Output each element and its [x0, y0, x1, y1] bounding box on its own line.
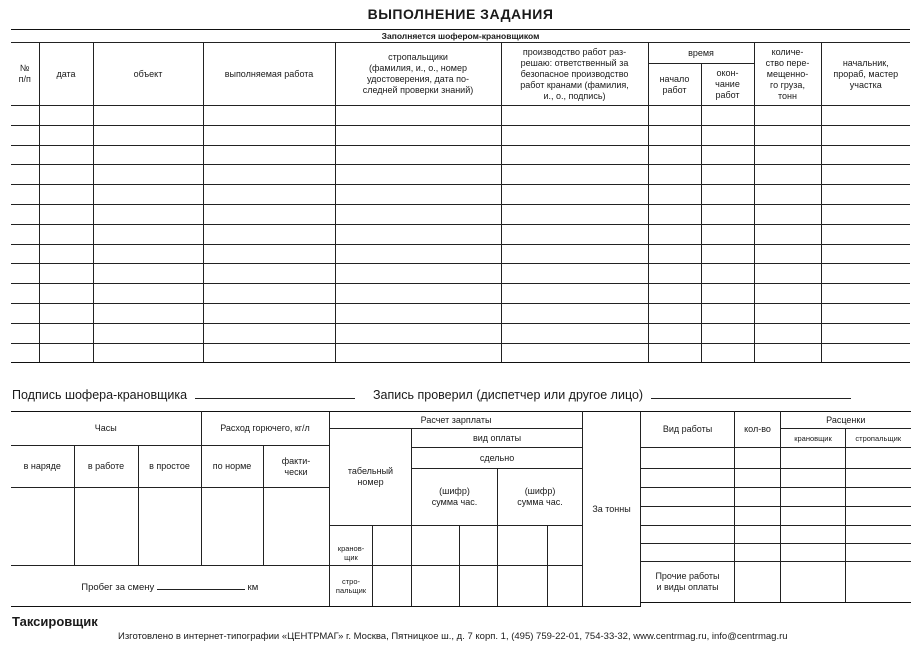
task-cell[interactable]: [203, 224, 335, 244]
task-cell[interactable]: [701, 323, 754, 343]
driver-signature-line[interactable]: [195, 386, 355, 399]
other-work-rate-slinger[interactable]: [846, 562, 911, 603]
task-cell[interactable]: [754, 204, 821, 224]
crane-sum-cell-1[interactable]: [460, 526, 498, 566]
in-order-cell[interactable]: [11, 488, 74, 566]
task-cell[interactable]: [701, 145, 754, 165]
task-cell[interactable]: [648, 244, 701, 264]
task-cell[interactable]: [335, 224, 501, 244]
task-cell[interactable]: [335, 204, 501, 224]
col-cargo-header: количе- ство пере- мещенно- го груза, тонн: [754, 43, 821, 106]
task-cell[interactable]: [93, 343, 203, 363]
task-cell[interactable]: [335, 264, 501, 284]
slinger-sum-cell-1[interactable]: [460, 566, 498, 607]
slinger-cipher-cell-1[interactable]: [412, 566, 460, 607]
pay-type-header: вид оплаты: [412, 429, 583, 448]
task-cell[interactable]: [648, 145, 701, 165]
task-cell[interactable]: [754, 244, 821, 264]
task-cell[interactable]: [11, 323, 39, 343]
rate-cell[interactable]: [641, 469, 735, 488]
in-order-header: в наряде: [11, 446, 74, 488]
slinger-cipher-cell-2[interactable]: [498, 566, 548, 607]
norm-header: по норме: [201, 446, 263, 488]
rate-cell[interactable]: [846, 448, 911, 469]
task-cell[interactable]: [11, 244, 39, 264]
task-cell[interactable]: [11, 165, 39, 185]
task-cell[interactable]: [754, 264, 821, 284]
task-cell[interactable]: [501, 125, 648, 145]
task-cell[interactable]: [501, 284, 648, 304]
task-cell[interactable]: [11, 284, 39, 304]
checked-signature-label: Запись проверил (диспетчер или другое лицо): [373, 388, 644, 402]
rate-cell[interactable]: [641, 526, 735, 544]
rates-header: Расценки: [781, 412, 911, 429]
task-cell[interactable]: [648, 264, 701, 284]
rate-cell[interactable]: [846, 526, 911, 544]
task-cell[interactable]: [11, 125, 39, 145]
task-row: [11, 165, 910, 185]
task-cell[interactable]: [648, 185, 701, 205]
task-cell[interactable]: [203, 204, 335, 224]
task-cell[interactable]: [335, 125, 501, 145]
other-work-quantity[interactable]: [735, 562, 781, 603]
col-num-header: № п/п: [11, 43, 39, 106]
crane-cipher-cell-1[interactable]: [412, 526, 460, 566]
checked-signature[interactable]: [373, 386, 851, 402]
task-cell[interactable]: [754, 185, 821, 205]
task-cell[interactable]: [335, 185, 501, 205]
task-row: [11, 125, 910, 145]
task-cell[interactable]: [754, 323, 821, 343]
driver-signature[interactable]: [12, 386, 355, 402]
cipher-sum-header-2: (шифр) сумма час.: [498, 469, 583, 526]
crane-cipher-cell-2[interactable]: [498, 526, 548, 566]
task-row: [11, 303, 910, 323]
task-cell[interactable]: [821, 185, 910, 205]
mileage-unit: км: [247, 581, 259, 593]
task-cell[interactable]: [501, 264, 648, 284]
task-row: [11, 323, 910, 343]
task-cell[interactable]: [648, 106, 701, 126]
rate-row: [641, 488, 911, 507]
task-cell[interactable]: [335, 106, 501, 126]
rate-row: [641, 507, 911, 526]
other-work-label: Прочие работы и виды оплаты: [641, 562, 735, 603]
task-cell[interactable]: [754, 224, 821, 244]
task-cell[interactable]: [93, 145, 203, 165]
task-row: [11, 204, 910, 224]
task-cell[interactable]: [701, 165, 754, 185]
task-cell[interactable]: [93, 125, 203, 145]
task-row: [11, 343, 910, 363]
rate-cell[interactable]: [781, 488, 846, 507]
task-cell[interactable]: [39, 264, 93, 284]
task-cell[interactable]: [701, 244, 754, 264]
task-cell[interactable]: [335, 284, 501, 304]
task-cell[interactable]: [701, 264, 754, 284]
task-row: [11, 185, 910, 205]
task-cell[interactable]: [754, 284, 821, 304]
task-cell[interactable]: [821, 264, 910, 284]
hours-fuel-table: [11, 411, 330, 607]
task-cell[interactable]: [203, 125, 335, 145]
task-cell[interactable]: [648, 125, 701, 145]
task-cell[interactable]: [754, 303, 821, 323]
other-work-rate-crane[interactable]: [781, 562, 846, 603]
fill-note: Заполняется шофером-крановщиком: [11, 30, 910, 43]
task-cell[interactable]: [39, 303, 93, 323]
piecework-header: сдельно: [412, 448, 583, 469]
task-rows: [11, 106, 910, 363]
task-cell[interactable]: [335, 323, 501, 343]
task-cell[interactable]: [93, 264, 203, 284]
hours-header: Часы: [11, 412, 201, 446]
task-cell[interactable]: [501, 165, 648, 185]
task-cell[interactable]: [39, 125, 93, 145]
rate-cell[interactable]: [641, 507, 735, 526]
rate-row: [641, 544, 911, 562]
task-cell[interactable]: [39, 343, 93, 363]
task-cell[interactable]: [39, 145, 93, 165]
task-cell[interactable]: [754, 145, 821, 165]
page-title: ВЫПОЛНЕНИЕ ЗАДАНИЯ: [367, 6, 554, 22]
rate-cell[interactable]: [781, 469, 846, 488]
rate-cell[interactable]: [641, 544, 735, 562]
task-cell[interactable]: [335, 145, 501, 165]
mileage-row[interactable]: [11, 566, 329, 607]
task-cell[interactable]: [754, 343, 821, 363]
task-cell[interactable]: [39, 106, 93, 126]
task-row: [11, 224, 910, 244]
rate-slinger-header: стропальщик: [846, 429, 911, 448]
task-cell[interactable]: [335, 244, 501, 264]
task-cell[interactable]: [39, 204, 93, 224]
rate-cell[interactable]: [846, 544, 911, 562]
task-cell[interactable]: [203, 244, 335, 264]
idle-cell[interactable]: [138, 488, 201, 566]
slinger-row-label: стро- пальщик: [330, 566, 373, 607]
rate-cell[interactable]: [846, 469, 911, 488]
at-work-header: в работе: [74, 446, 138, 488]
at-work-cell[interactable]: [74, 488, 138, 566]
rate-cell[interactable]: [641, 448, 735, 469]
task-cell[interactable]: [701, 204, 754, 224]
task-table: [11, 29, 910, 363]
driver-signature-label: Подпись шофера-крановщика: [12, 388, 188, 402]
task-cell[interactable]: [821, 244, 910, 264]
task-cell[interactable]: [93, 244, 203, 264]
task-cell[interactable]: [821, 145, 910, 165]
task-cell[interactable]: [648, 303, 701, 323]
col-slingers-header: стропальщики (фамилия, и., о., номер удостоверения, дата по- следней проверки знаний): [335, 43, 501, 106]
task-cell[interactable]: [821, 284, 910, 304]
task-row: [11, 244, 910, 264]
task-cell[interactable]: [754, 125, 821, 145]
task-cell[interactable]: [701, 343, 754, 363]
task-cell[interactable]: [93, 224, 203, 244]
task-cell[interactable]: [93, 303, 203, 323]
task-cell[interactable]: [701, 303, 754, 323]
task-cell[interactable]: [821, 224, 910, 244]
task-cell[interactable]: [821, 106, 910, 126]
task-cell[interactable]: [701, 125, 754, 145]
task-cell[interactable]: [501, 185, 648, 205]
cipher-sum-header-1: (шифр) сумма час.: [412, 469, 498, 526]
rate-cell[interactable]: [641, 488, 735, 507]
rate-cell[interactable]: [735, 544, 781, 562]
task-cell[interactable]: [648, 343, 701, 363]
task-cell[interactable]: [701, 224, 754, 244]
rate-cell[interactable]: [781, 448, 846, 469]
task-cell[interactable]: [501, 145, 648, 165]
task-cell[interactable]: [648, 224, 701, 244]
rate-cell[interactable]: [781, 544, 846, 562]
task-cell[interactable]: [701, 284, 754, 304]
rate-cell[interactable]: [781, 526, 846, 544]
task-cell[interactable]: [754, 106, 821, 126]
task-cell[interactable]: [93, 204, 203, 224]
task-cell[interactable]: [203, 303, 335, 323]
rate-rows: [641, 448, 911, 562]
rate-cell[interactable]: [735, 526, 781, 544]
footer-title: Таксировщик: [12, 614, 98, 629]
task-cell[interactable]: [501, 204, 648, 224]
rate-cell[interactable]: [735, 469, 781, 488]
actual-cell[interactable]: [263, 488, 329, 566]
norm-cell[interactable]: [201, 488, 263, 566]
task-cell[interactable]: [648, 204, 701, 224]
fuel-header: Расход горючего, кг/л: [201, 412, 329, 446]
task-row: [11, 264, 910, 284]
per-ton-header: За тонны: [583, 412, 641, 607]
rate-row: [641, 526, 911, 544]
task-row: [11, 106, 910, 126]
task-cell[interactable]: [39, 165, 93, 185]
col-time-end-header: окон- чание работ: [701, 64, 754, 106]
task-cell[interactable]: [821, 204, 910, 224]
salary-header: Расчет зарплаты: [330, 412, 583, 429]
task-cell[interactable]: [11, 145, 39, 165]
rate-crane-header: крановщик: [781, 429, 846, 448]
col-time-header: время: [648, 43, 754, 64]
task-row: [11, 145, 910, 165]
col-work-header: выполняемая работа: [203, 43, 335, 106]
col-time-start-header: начало работ: [648, 64, 701, 106]
task-cell[interactable]: [93, 185, 203, 205]
footer-note: Изготовлено в интернет-типографии «ЦЕНТРМАГ» г. Москва, Пятницкое ш., д. 7 корп. 1, (495) 759-22-01, 754-33-32, www.centrmag.ru, info@centrmag.ru: [118, 631, 788, 642]
rate-cell[interactable]: [735, 507, 781, 526]
task-cell[interactable]: [39, 244, 93, 264]
task-cell[interactable]: [203, 343, 335, 363]
rate-row: [641, 469, 911, 488]
checked-signature-line[interactable]: [651, 386, 851, 399]
task-cell[interactable]: [203, 185, 335, 205]
task-cell[interactable]: [203, 165, 335, 185]
rate-cell[interactable]: [735, 448, 781, 469]
work-type-header: Вид работы: [641, 412, 735, 448]
task-cell[interactable]: [93, 165, 203, 185]
task-cell[interactable]: [11, 264, 39, 284]
task-cell[interactable]: [93, 323, 203, 343]
task-cell[interactable]: [335, 343, 501, 363]
rates-table: [640, 411, 911, 603]
task-cell[interactable]: [501, 106, 648, 126]
mileage-label: Пробег за смену: [81, 581, 155, 593]
rate-row: [641, 448, 911, 469]
task-cell[interactable]: [501, 303, 648, 323]
tab-number-header: табельный номер: [330, 429, 412, 526]
slinger-sum-cell-2[interactable]: [548, 566, 583, 607]
salary-table: [329, 411, 641, 607]
task-cell[interactable]: [501, 343, 648, 363]
task-cell[interactable]: [501, 244, 648, 264]
col-date-header: дата: [39, 43, 93, 106]
task-cell[interactable]: [11, 343, 39, 363]
task-cell[interactable]: [648, 165, 701, 185]
task-cell[interactable]: [501, 323, 648, 343]
task-cell[interactable]: [821, 303, 910, 323]
task-cell[interactable]: [648, 323, 701, 343]
task-cell[interactable]: [93, 284, 203, 304]
task-cell[interactable]: [821, 323, 910, 343]
task-cell[interactable]: [11, 185, 39, 205]
rate-cell[interactable]: [846, 488, 911, 507]
actual-header: факти- чески: [263, 446, 329, 488]
rate-cell[interactable]: [781, 507, 846, 526]
task-cell[interactable]: [701, 185, 754, 205]
task-row: [11, 284, 910, 304]
task-cell[interactable]: [821, 165, 910, 185]
idle-header: в простое: [138, 446, 201, 488]
task-cell[interactable]: [701, 106, 754, 126]
mileage-input-line[interactable]: [157, 580, 245, 590]
task-cell[interactable]: [203, 264, 335, 284]
task-cell[interactable]: [11, 224, 39, 244]
task-cell[interactable]: [203, 284, 335, 304]
task-cell[interactable]: [11, 106, 39, 126]
task-cell[interactable]: [203, 106, 335, 126]
task-cell[interactable]: [821, 125, 910, 145]
task-cell[interactable]: [39, 224, 93, 244]
task-cell[interactable]: [39, 323, 93, 343]
rate-cell[interactable]: [846, 507, 911, 526]
task-cell[interactable]: [501, 224, 648, 244]
slinger-tab-cell[interactable]: [373, 566, 412, 607]
col-chief-header: начальник, прораб, мастер участка: [821, 43, 910, 106]
crane-sum-cell-2[interactable]: [548, 526, 583, 566]
crane-tab-cell[interactable]: [373, 526, 412, 566]
task-cell[interactable]: [335, 165, 501, 185]
quantity-header: кол-во: [735, 412, 781, 448]
crane-operator-row-label: кранов- щик: [330, 526, 373, 566]
task-cell[interactable]: [11, 204, 39, 224]
task-cell[interactable]: [11, 303, 39, 323]
rate-cell[interactable]: [735, 488, 781, 507]
task-cell[interactable]: [39, 284, 93, 304]
task-cell[interactable]: [203, 145, 335, 165]
task-cell[interactable]: [648, 284, 701, 304]
task-cell[interactable]: [203, 323, 335, 343]
task-cell[interactable]: [821, 343, 910, 363]
task-cell[interactable]: [335, 303, 501, 323]
task-cell[interactable]: [754, 165, 821, 185]
task-cell[interactable]: [39, 185, 93, 205]
col-object-header: объект: [93, 43, 203, 106]
task-cell[interactable]: [93, 106, 203, 126]
col-responsible-header: производство работ раз- решаю: ответственный за безопасное производство работ кранами (фамилия, и., о., подпись): [501, 43, 648, 106]
